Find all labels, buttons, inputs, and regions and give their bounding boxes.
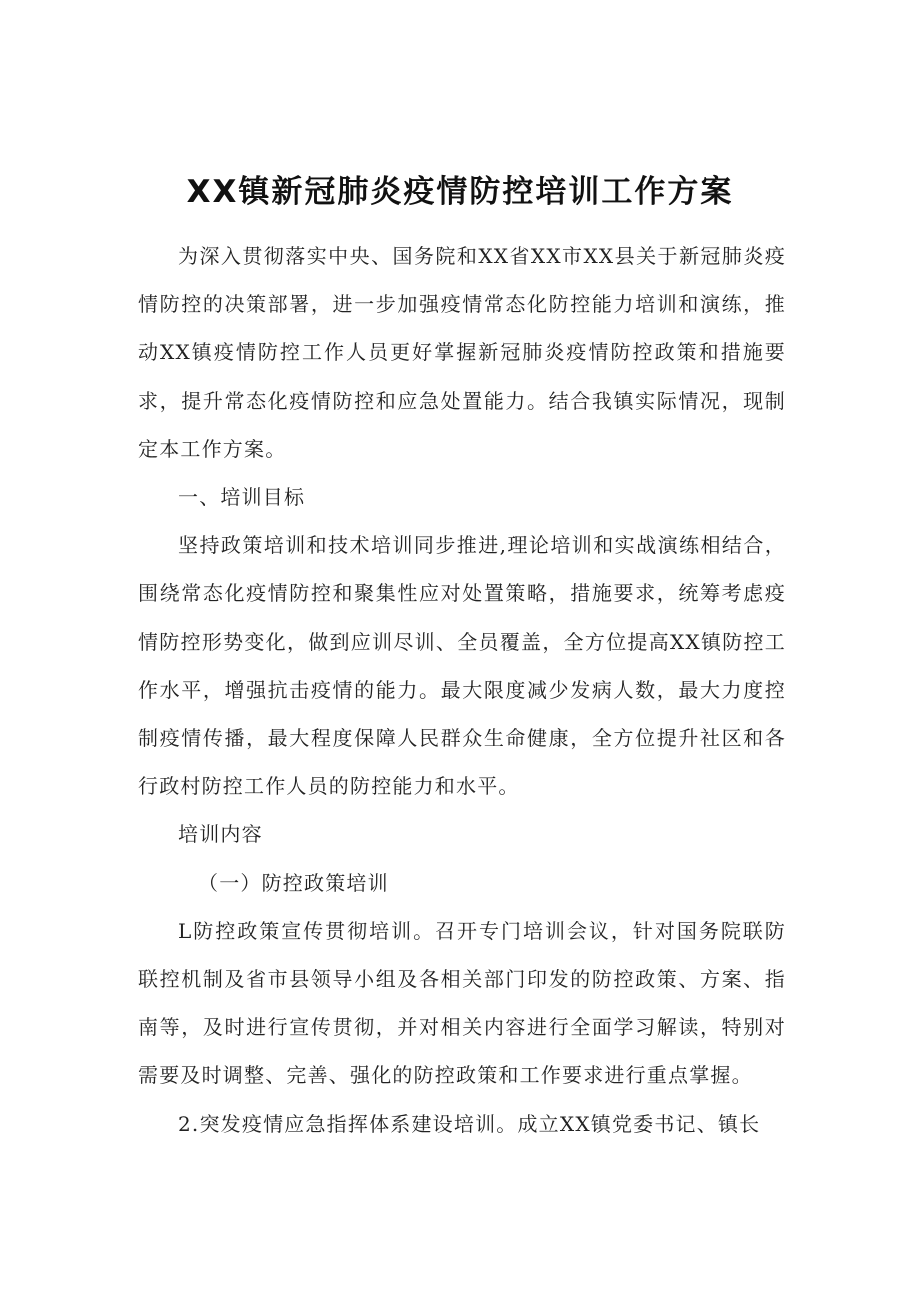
training-goals-paragraph: 坚持政策培训和技术培训同步推进,理论培训和实战演练相结合，围绕常态化疫情防控和聚集性应对处置策略，措施要求，统筹考虑疫情防控形势变化，做到应训尽训、全员覆盖，全方位提高XX镇防控工作水平，增强抗击疫情的能力。最大限度减少发病人数，最大力度控制疫情传播，最大程度保障人民群众生命健康，全方位提升社区和各行政村防控工作人员的防控能力和水平。 [138,533,786,799]
section-heading-training-content: 培训内容 [178,822,263,847]
item-2-paragraph: 2.突发疫情应急指挥体系建设培训。成立XX镇党委书记、镇长 [178,1111,761,1136]
item-1-paragraph: L防控政策宣传贯彻培训。召开专门培训会议，针对国务院联防联控机制及省市县领导小组及各相关部门印发的防控政策、方案、指南等，及时进行宣传贯彻，并对相关内容进行全面学习解读，特别对需要及时调整、完善、强化的防控政策和工作要求进行重点掌握。 [138,918,786,1088]
subsection-heading-policy-training: （一）防控政策培训 [198,870,389,895]
document-title: XX镇新冠肺炎疫情防控培训工作方案 [186,174,734,210]
intro-paragraph: 为深入贯彻落实中央、国务院和XX省XX市XX县关于新冠肺炎疫情防控的决策部署，进一步加强疫情常态化防控能力培训和演练，推动XX镇疫情防控工作人员更好掌握新冠肺炎疫情防控政策和措施要求，提升常态化疫情防控和应急处置能力。结合我镇实际情况，现制定本工作方案。 [138,244,786,461]
section-heading-training-goals: 一、培训目标 [178,485,306,510]
document-body [138,232,786,1148]
